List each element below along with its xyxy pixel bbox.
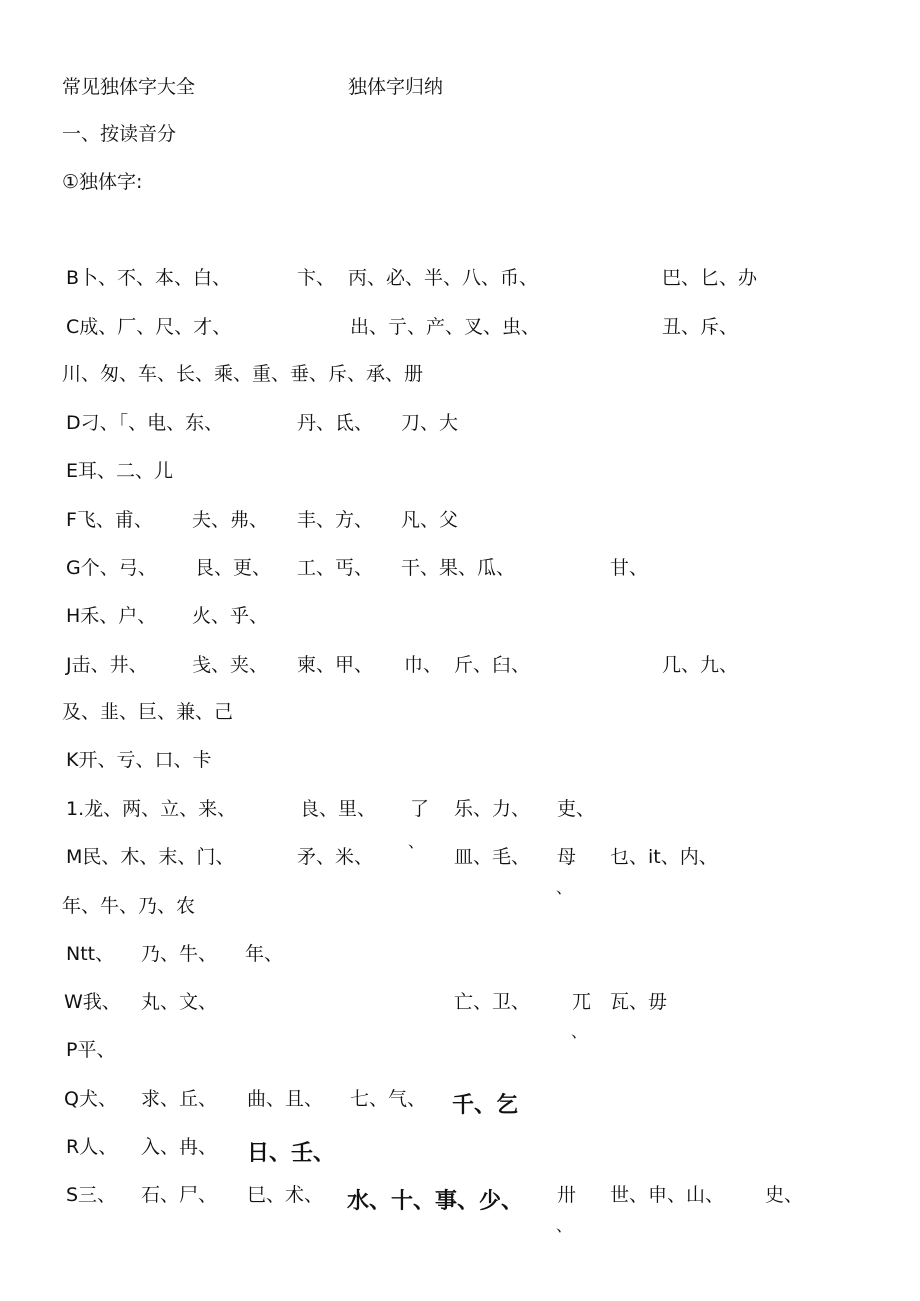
page-subtitle: 独体字归纳 — [348, 76, 444, 98]
row-s-part-5-mark: 、 — [556, 1216, 573, 1235]
row-f-part-3: 丰、方、 — [297, 509, 374, 531]
row-l-part-3: 了 — [410, 798, 430, 820]
row-w-part-1: W我、 — [64, 991, 121, 1013]
row-l-part-2: 良、里、 — [300, 798, 377, 820]
row-c-continued: 川、匆、车、长、乘、重、垂、斥、承、册 — [62, 363, 424, 385]
row-g-part-5: 甘、 — [610, 557, 649, 579]
row-q-part-2: 求、丘、 — [141, 1088, 218, 1110]
row-w-part-3: 亡、卫、 — [454, 991, 531, 1013]
row-q-part-1: Q犬、 — [64, 1088, 117, 1110]
row-j-part-6: 几、九、 — [662, 654, 739, 676]
row-s-part-5: 卅 — [557, 1184, 577, 1206]
row-l-part-3-mark: 、 — [408, 832, 425, 851]
row-j-part-2: 戋、夹、 — [192, 654, 269, 676]
row-m-part-2: 矛、米、 — [297, 846, 374, 868]
row-q-part-4: 七、气、 — [350, 1088, 427, 1110]
row-m-part-3: 皿、毛、 — [454, 846, 531, 868]
row-l-part-4: 乐、力、 — [454, 798, 531, 820]
row-w-part-2: 丸、文、 — [141, 991, 218, 1013]
row-s-part-2: 石、尸、 — [141, 1184, 218, 1206]
row-j-part-3: 柬、甲、 — [297, 654, 374, 676]
row-s-part-7: 史、 — [765, 1184, 804, 1206]
section-heading: 一、按读音分 — [62, 123, 177, 145]
row-h-part-2: 火、乎、 — [192, 605, 269, 627]
row-w-part-5: 瓦、毋 — [610, 991, 668, 1013]
row-b-part-2: 卞、 — [297, 267, 336, 289]
row-c-part-2: 出、亍、产、叉、虫、 — [350, 316, 541, 338]
row-d-part-2: 丹、氐、 — [297, 412, 374, 434]
row-j-continued: 及、韭、巨、兼、己 — [62, 701, 234, 723]
row-j-part-1: J击、井、 — [66, 654, 148, 676]
row-r-part-1: R人、 — [66, 1136, 118, 1158]
row-b-part-4: 巴、匕、办 — [662, 267, 758, 289]
row-d-part-3: 刀、大 — [401, 412, 459, 434]
row-h-part-1: H禾、户、 — [66, 605, 157, 627]
row-n-part-2: 乃、牛、 — [141, 943, 218, 965]
row-g-part-3: 工、丐、 — [297, 557, 374, 579]
row-g-part-2: 艮、更、 — [195, 557, 272, 579]
row-s-part-4: 水、十、事、少、 — [347, 1189, 524, 1214]
section-subheading: ①独体字: — [62, 171, 143, 193]
row-f-part-1: F飞、甫、 — [66, 509, 153, 531]
row-s-part-6: 世、申、山、 — [610, 1184, 725, 1206]
row-b-part-1: B卜、不、本、白、 — [66, 267, 232, 289]
row-f-part-2: 夫、弗、 — [192, 509, 269, 531]
row-q-part-3: 曲、且、 — [247, 1088, 324, 1110]
row-l-part-5: 吏、 — [557, 798, 596, 820]
row-s-part-3: 巳、术、 — [247, 1184, 324, 1206]
row-w-part-4: 兀 — [572, 991, 592, 1013]
row-p: P平、 — [66, 1039, 116, 1061]
row-k: K开、亏、口、卡 — [66, 749, 212, 771]
row-m-part-4: 母 — [557, 846, 577, 868]
row-m-part-5: 乜、it、内、 — [610, 846, 718, 868]
row-l-part-1: 1.龙、两、立、来、 — [66, 798, 237, 820]
row-m-part-4-mark: 、 — [556, 878, 573, 897]
row-n-part-3: 年、 — [245, 943, 284, 965]
row-c-part-1: C成、厂、尺、才、 — [66, 316, 232, 338]
row-s-part-1: S三、 — [66, 1184, 117, 1206]
row-w-part-4-mark: 、 — [571, 1022, 588, 1041]
row-q-part-5: 千、乞 — [452, 1093, 519, 1118]
row-r-part-2: 入、冉、 — [141, 1136, 218, 1158]
row-f-part-4: 凡、父 — [401, 509, 459, 531]
row-d-part-1: D刁、「、电、东、 — [66, 412, 224, 434]
row-b-part-3: 丙、必、半、八、币、 — [348, 267, 539, 289]
row-r-part-3: 日、壬、 — [247, 1141, 336, 1166]
row-g-part-4: 干、果、瓜、 — [401, 557, 516, 579]
row-n-part-1: Ntt、 — [66, 943, 115, 965]
row-j-part-5: 斤、臼、 — [454, 654, 531, 676]
row-j-part-4: 巾、 — [404, 654, 443, 676]
row-e: E耳、二、儿 — [66, 460, 174, 482]
row-m-continued: 年、牛、乃、农 — [62, 895, 196, 917]
page-title: 常见独体字大全 — [62, 76, 196, 98]
row-g-part-1: G个、弓、 — [66, 557, 157, 579]
row-c-part-3: 丑、斥、 — [662, 316, 739, 338]
row-m-part-1: M民、木、末、门、 — [66, 846, 235, 868]
